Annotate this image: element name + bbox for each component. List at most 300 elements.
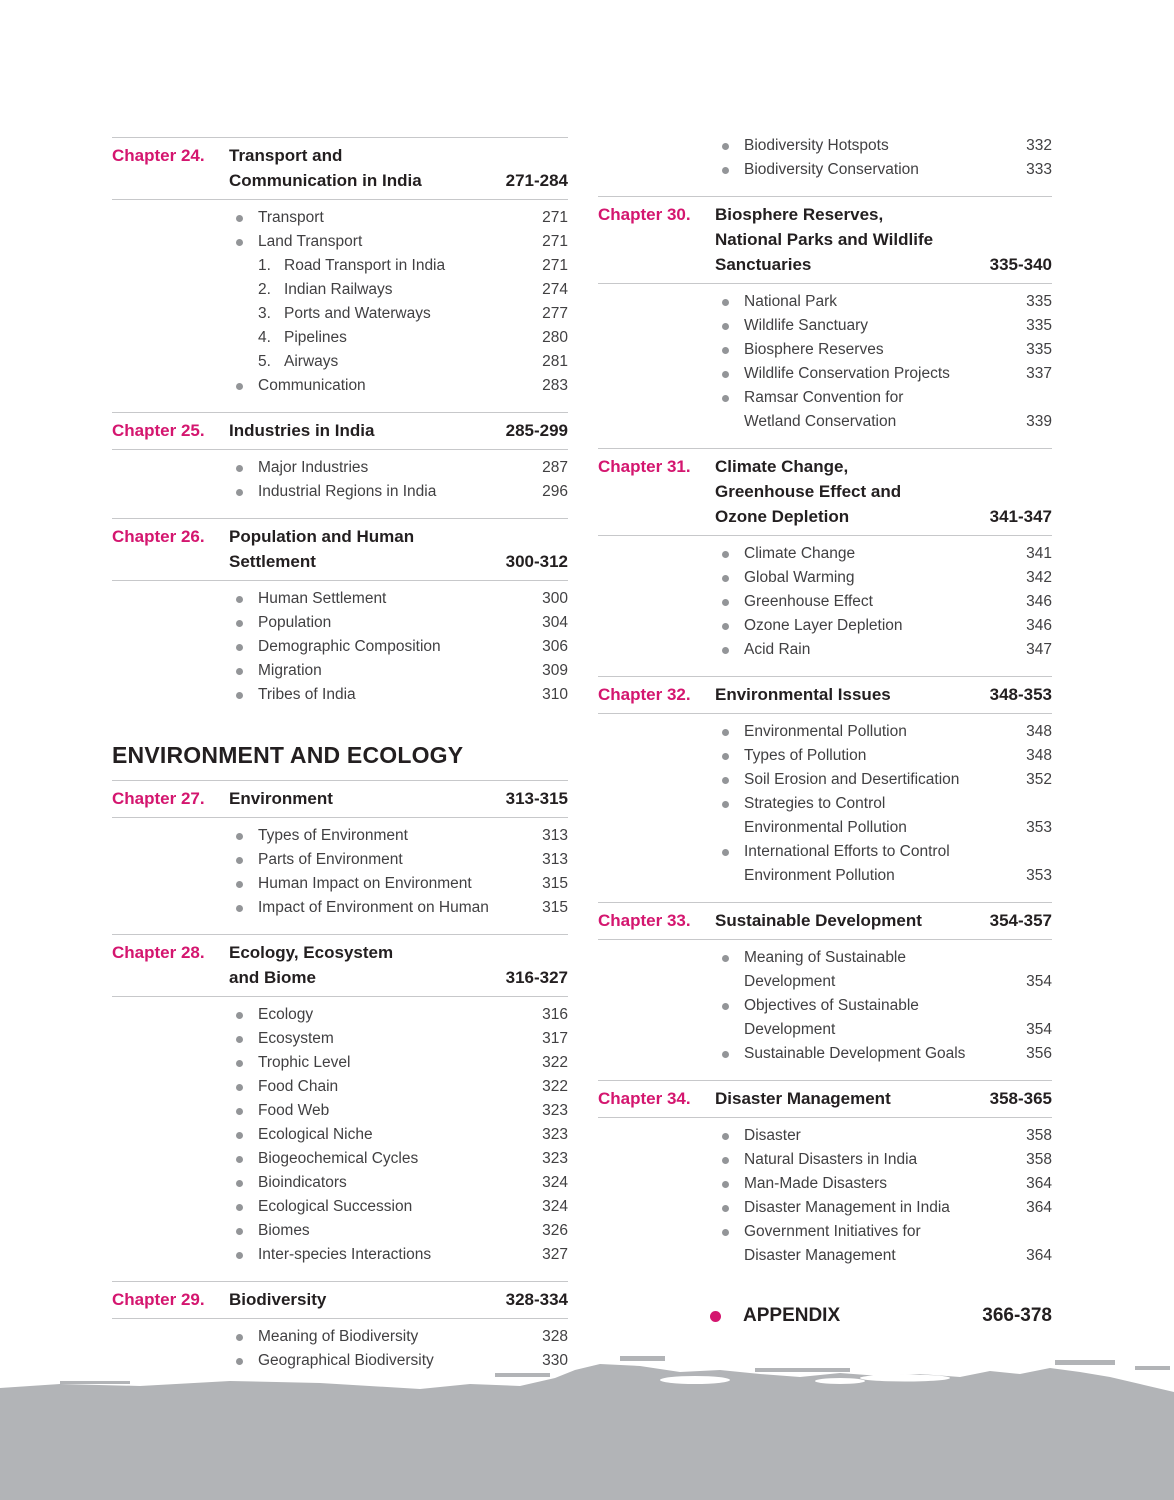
item-page-number: 353 bbox=[1026, 819, 1052, 836]
item-page-number: 323 bbox=[542, 1126, 568, 1143]
item-label bbox=[258, 1075, 536, 1099]
item-label-line: Parts of Environment bbox=[258, 851, 403, 868]
item-label bbox=[258, 1051, 536, 1075]
chapter-title-text: Environment bbox=[229, 789, 333, 808]
item-page-number: 337 bbox=[1026, 365, 1052, 382]
item-label bbox=[258, 872, 536, 896]
chapter-heading bbox=[598, 1081, 1052, 1118]
bullet-icon bbox=[236, 1027, 258, 1043]
item-label-line: Types of Environment bbox=[258, 827, 408, 844]
chapter-title-line bbox=[715, 504, 1052, 529]
toc-item bbox=[598, 134, 1052, 158]
chapter-title-line bbox=[229, 1287, 568, 1312]
item-label bbox=[258, 611, 536, 635]
toc-content bbox=[112, 128, 1052, 1378]
item-label-line: Environmental Pollution bbox=[744, 819, 907, 836]
item-label-line: Sustainable Development Goals bbox=[744, 1045, 966, 1062]
chapter-page-range: 313-315 bbox=[505, 789, 568, 808]
toc-item bbox=[112, 824, 568, 848]
toc-item bbox=[112, 302, 568, 326]
chapter-page-range: 316-327 bbox=[505, 968, 568, 987]
bullet-icon bbox=[236, 1132, 243, 1139]
chapter-page-range: 341-347 bbox=[989, 507, 1052, 526]
chapter-title-line: Biosphere Reserves, bbox=[715, 205, 884, 224]
appendix-bullet-icon bbox=[710, 1311, 721, 1322]
chapter-heading bbox=[112, 138, 568, 200]
bullet-icon bbox=[236, 480, 258, 496]
bullet-icon bbox=[236, 239, 243, 246]
bullet-icon bbox=[722, 1172, 744, 1188]
chapter-page-range: 348-353 bbox=[989, 685, 1052, 704]
toc-column-left bbox=[112, 128, 568, 1378]
chapter-items bbox=[112, 997, 568, 1272]
item-page-number: 322 bbox=[542, 1054, 568, 1071]
bullet-icon bbox=[722, 290, 744, 306]
chapter-heading bbox=[112, 781, 568, 818]
bullet-icon bbox=[722, 623, 729, 630]
bullet-icon bbox=[722, 614, 744, 630]
toc-item bbox=[598, 338, 1052, 362]
chapter-title-line: Population and Human bbox=[229, 527, 415, 546]
item-label-line: Communication bbox=[258, 377, 366, 394]
chapter-title-text: Settlement bbox=[229, 552, 316, 571]
bullet-icon bbox=[722, 729, 729, 736]
item-page-number: 327 bbox=[542, 1246, 568, 1263]
chapter-title bbox=[715, 454, 1052, 529]
bullet-icon bbox=[722, 590, 744, 606]
bullet-icon bbox=[236, 824, 258, 840]
item-label-line: Types of Pollution bbox=[744, 747, 867, 764]
bullet-icon bbox=[236, 587, 258, 603]
bullet-icon bbox=[722, 1148, 744, 1164]
toc-item bbox=[112, 1171, 568, 1195]
item-label-line: Tribes of India bbox=[258, 686, 356, 703]
item-label-line: Strategies to Control bbox=[744, 795, 886, 812]
item-page-number: 324 bbox=[542, 1198, 568, 1215]
item-label-line: Acid Rain bbox=[744, 641, 811, 658]
item-label-line: Human Settlement bbox=[258, 590, 387, 607]
item-label bbox=[744, 994, 1020, 1042]
toc-item bbox=[112, 1099, 568, 1123]
item-label-line: Greenhouse Effect bbox=[744, 593, 873, 610]
toc-item bbox=[112, 230, 568, 254]
chapter-title bbox=[715, 908, 1052, 933]
item-label-line: Bioindicators bbox=[258, 1174, 347, 1191]
bullet-icon bbox=[722, 314, 744, 330]
item-label bbox=[284, 326, 536, 350]
bullet-icon bbox=[236, 1147, 258, 1163]
item-number: 3. bbox=[258, 305, 271, 322]
chapter-title-text: Disaster Management bbox=[715, 1089, 891, 1108]
chapter-block bbox=[598, 676, 1052, 893]
item-label-line: Indian Railways bbox=[284, 281, 393, 298]
chapter-items bbox=[598, 1118, 1052, 1273]
toc-item bbox=[598, 720, 1052, 744]
item-label bbox=[744, 768, 1020, 792]
bullet-icon bbox=[236, 383, 243, 390]
item-page-number: 341 bbox=[1026, 545, 1052, 562]
chapter-title-text: Sanctuaries bbox=[715, 255, 812, 274]
item-label-line: Wetland Conservation bbox=[744, 413, 897, 430]
chapter-label: Chapter 30. bbox=[598, 205, 691, 224]
item-page-number: 364 bbox=[1026, 1247, 1052, 1264]
item-label-line: Meaning of Sustainable bbox=[744, 949, 907, 966]
item-page-number: 364 bbox=[1026, 1175, 1052, 1192]
toc-item bbox=[598, 314, 1052, 338]
chapter-block bbox=[112, 137, 568, 403]
item-label-line: Government Initiatives for bbox=[744, 1223, 921, 1240]
item-label-line: International Efforts to Control bbox=[744, 843, 950, 860]
item-label-line: Biodiversity Conservation bbox=[744, 161, 919, 178]
toc-item bbox=[598, 768, 1052, 792]
bullet-icon bbox=[722, 566, 744, 582]
bullet-icon bbox=[722, 371, 729, 378]
chapter-title bbox=[229, 786, 568, 811]
bullet-icon bbox=[236, 1325, 258, 1341]
item-label bbox=[744, 314, 1020, 338]
chapter-block bbox=[598, 1080, 1052, 1273]
bullet-icon bbox=[722, 1042, 744, 1058]
item-page-number: 296 bbox=[542, 483, 568, 500]
item-label-line: Demographic Composition bbox=[258, 638, 441, 655]
bullet-icon bbox=[236, 635, 258, 651]
appendix-page-range: 366-378 bbox=[982, 1305, 1052, 1326]
chapter-title-line bbox=[715, 1086, 1052, 1111]
item-label bbox=[744, 542, 1020, 566]
bullet-icon bbox=[722, 338, 744, 354]
item-label bbox=[258, 635, 536, 659]
item-label-line: Disaster bbox=[744, 1127, 801, 1144]
item-label bbox=[258, 1099, 536, 1123]
bullet-icon bbox=[236, 1075, 258, 1091]
item-label bbox=[258, 1243, 536, 1267]
chapter-page-range: 285-299 bbox=[505, 421, 568, 440]
chapter-title-line: National Parks and Wildlife bbox=[715, 230, 934, 249]
bullet-icon bbox=[236, 206, 258, 222]
chapter-block bbox=[598, 902, 1052, 1071]
chapter-block bbox=[112, 518, 568, 712]
item-page-number: 313 bbox=[542, 851, 568, 868]
bullet-icon bbox=[236, 596, 243, 603]
bullet-icon bbox=[722, 1196, 744, 1212]
chapter-block bbox=[598, 448, 1052, 667]
toc-item bbox=[112, 635, 568, 659]
toc-item bbox=[112, 326, 568, 350]
item-page-number: 315 bbox=[542, 899, 568, 916]
chapter-label: Chapter 24. bbox=[112, 146, 205, 165]
item-label bbox=[284, 254, 536, 278]
bullet-icon bbox=[722, 768, 744, 784]
item-page-number: 346 bbox=[1026, 593, 1052, 610]
toc-item bbox=[598, 994, 1052, 1042]
chapter-title-line: Transport and bbox=[229, 146, 343, 165]
item-label-line: Development bbox=[744, 973, 836, 990]
bullet-icon bbox=[722, 575, 729, 582]
item-page-number: 335 bbox=[1026, 293, 1052, 310]
section-heading: ENVIRONMENT AND ECOLOGY bbox=[112, 742, 464, 768]
item-label-line: Objectives of Sustainable bbox=[744, 997, 919, 1014]
chapter-block bbox=[112, 934, 568, 1272]
chapter-page-range: 358-365 bbox=[989, 1089, 1052, 1108]
toc-item bbox=[598, 744, 1052, 768]
item-label-line: Road Transport in India bbox=[284, 257, 446, 274]
item-label bbox=[744, 614, 1020, 638]
chapter-block bbox=[598, 196, 1052, 439]
chapter-title-line: Climate Change, bbox=[715, 457, 849, 476]
chapter-items-continuation bbox=[598, 128, 1052, 187]
item-page-number: 309 bbox=[542, 662, 568, 679]
item-label bbox=[258, 1195, 536, 1219]
bullet-icon bbox=[722, 1003, 729, 1010]
item-page-number: 306 bbox=[542, 638, 568, 655]
item-page-number: 310 bbox=[542, 686, 568, 703]
item-label-line: Soil Erosion and Desertification bbox=[744, 771, 960, 788]
item-label-line: Ecology bbox=[258, 1006, 314, 1023]
toc-item bbox=[598, 1196, 1052, 1220]
item-page-number: 348 bbox=[1026, 747, 1052, 764]
chapter-label: Chapter 32. bbox=[598, 685, 691, 704]
item-page-number: 354 bbox=[1026, 1021, 1052, 1038]
chapter-items bbox=[598, 940, 1052, 1071]
chapter-title bbox=[229, 418, 568, 443]
item-label-line: Global Warming bbox=[744, 569, 855, 586]
chapter-heading bbox=[598, 449, 1052, 536]
item-label bbox=[744, 158, 1020, 182]
item-label bbox=[258, 1123, 536, 1147]
bullet-icon bbox=[722, 1124, 744, 1140]
item-label-line: Population bbox=[258, 614, 332, 631]
toc-item bbox=[598, 158, 1052, 182]
bullet-icon bbox=[722, 362, 744, 378]
toc-item bbox=[112, 456, 568, 480]
item-label bbox=[258, 659, 536, 683]
item-page-number: 281 bbox=[542, 353, 568, 370]
chapter-title-line bbox=[715, 252, 1052, 277]
item-page-number: 335 bbox=[1026, 317, 1052, 334]
toc-item bbox=[112, 611, 568, 635]
bullet-icon bbox=[236, 1036, 243, 1043]
item-label bbox=[258, 374, 536, 398]
item-label-line: Ecological Succession bbox=[258, 1198, 413, 1215]
chapter-title-text: and Biome bbox=[229, 968, 316, 987]
chapter-title bbox=[715, 202, 1052, 277]
bullet-icon bbox=[236, 644, 243, 651]
item-number: 5. bbox=[258, 353, 271, 370]
item-page-number: 347 bbox=[1026, 641, 1052, 658]
bullet-icon bbox=[722, 638, 744, 654]
item-label-line: Ozone Layer Depletion bbox=[744, 617, 903, 634]
item-label-line: Migration bbox=[258, 662, 322, 679]
chapter-block bbox=[112, 780, 568, 925]
bullet-icon bbox=[236, 465, 243, 472]
item-label-line: Land Transport bbox=[258, 233, 363, 250]
bullet-icon bbox=[236, 872, 258, 888]
item-page-number: 356 bbox=[1026, 1045, 1052, 1062]
item-label-line: Biogeochemical Cycles bbox=[258, 1150, 419, 1167]
toc-item bbox=[598, 290, 1052, 314]
chapter-page-range: 300-312 bbox=[505, 552, 568, 571]
toc-item bbox=[112, 206, 568, 230]
toc-item bbox=[112, 278, 568, 302]
bullet-icon bbox=[722, 647, 729, 654]
bullet-icon bbox=[236, 1334, 243, 1341]
item-label-line: Inter-species Interactions bbox=[258, 1246, 432, 1263]
bullet-icon bbox=[722, 134, 744, 150]
toc-item bbox=[598, 614, 1052, 638]
item-label-line: Environmental Pollution bbox=[744, 723, 907, 740]
toc-item bbox=[112, 480, 568, 504]
item-label bbox=[284, 350, 536, 374]
bullet-icon bbox=[722, 777, 729, 784]
toc-item bbox=[598, 362, 1052, 386]
bullet-icon bbox=[236, 848, 258, 864]
item-page-number: 328 bbox=[542, 1328, 568, 1345]
chapter-title-line bbox=[229, 965, 568, 990]
chapter-heading bbox=[598, 903, 1052, 940]
chapter-heading bbox=[598, 677, 1052, 714]
bullet-icon bbox=[722, 599, 729, 606]
item-label bbox=[258, 1027, 536, 1051]
item-label bbox=[258, 848, 536, 872]
bullet-icon bbox=[236, 1012, 243, 1019]
item-label-line: Disaster Management in India bbox=[744, 1199, 950, 1216]
item-label bbox=[744, 1220, 1020, 1268]
toc-item bbox=[112, 896, 568, 920]
item-page-number: 283 bbox=[542, 377, 568, 394]
item-label-line: Food Chain bbox=[258, 1078, 339, 1095]
toc-item bbox=[112, 374, 568, 398]
item-page-number: 317 bbox=[542, 1030, 568, 1047]
item-label bbox=[744, 1124, 1020, 1148]
chapter-title-text: Ozone Depletion bbox=[715, 507, 850, 526]
bullet-icon bbox=[236, 1171, 258, 1187]
bullet-icon bbox=[236, 1219, 258, 1235]
item-label-line: Major Industries bbox=[258, 459, 369, 476]
appendix-row bbox=[598, 1303, 1052, 1329]
chapter-heading bbox=[112, 519, 568, 581]
toc-item bbox=[112, 683, 568, 707]
item-label bbox=[744, 1172, 1020, 1196]
item-number: 2. bbox=[258, 281, 271, 298]
bullet-icon bbox=[722, 542, 744, 558]
chapter-label: Chapter 33. bbox=[598, 911, 691, 930]
chapter-items bbox=[598, 536, 1052, 667]
toc-item bbox=[112, 1195, 568, 1219]
item-label bbox=[258, 206, 536, 230]
item-label bbox=[744, 362, 1020, 386]
footer-brush-band bbox=[0, 1350, 1174, 1500]
item-page-number: 315 bbox=[542, 875, 568, 892]
toc-item bbox=[598, 1124, 1052, 1148]
item-label bbox=[258, 456, 536, 480]
item-label-line: Industrial Regions in India bbox=[258, 483, 437, 500]
bullet-icon bbox=[722, 1157, 729, 1164]
toc-item bbox=[112, 1219, 568, 1243]
item-label bbox=[258, 1219, 536, 1243]
chapter-page-range: 335-340 bbox=[989, 255, 1052, 274]
bullet-icon bbox=[722, 167, 729, 174]
item-label-line: Development bbox=[744, 1021, 836, 1038]
item-label bbox=[258, 480, 536, 504]
bullet-icon bbox=[236, 857, 243, 864]
item-label bbox=[258, 1147, 536, 1171]
bullet-icon bbox=[722, 299, 729, 306]
chapter-heading bbox=[112, 1282, 568, 1319]
chapter-items bbox=[112, 581, 568, 712]
bullet-icon bbox=[722, 801, 729, 808]
item-page-number: 313 bbox=[542, 827, 568, 844]
item-number: 4. bbox=[258, 329, 271, 346]
item-label bbox=[744, 638, 1020, 662]
item-page-number: 324 bbox=[542, 1174, 568, 1191]
bullet-icon bbox=[236, 1156, 243, 1163]
item-label-line: Ecosystem bbox=[258, 1030, 334, 1047]
toc-item bbox=[598, 1172, 1052, 1196]
toc-item bbox=[112, 350, 568, 374]
bullet-icon bbox=[722, 1133, 729, 1140]
item-page-number: 335 bbox=[1026, 341, 1052, 358]
chapter-items bbox=[598, 714, 1052, 893]
bullet-icon bbox=[722, 347, 729, 354]
toc-item bbox=[598, 542, 1052, 566]
item-page-number: 322 bbox=[542, 1078, 568, 1095]
chapter-title-text: Environmental Issues bbox=[715, 685, 891, 704]
item-label bbox=[744, 946, 1020, 994]
chapter-title-line bbox=[229, 786, 568, 811]
item-label-line: Climate Change bbox=[744, 545, 856, 562]
chapter-heading bbox=[112, 935, 568, 997]
chapter-label: Chapter 31. bbox=[598, 457, 691, 476]
item-page-number: 316 bbox=[542, 1006, 568, 1023]
chapter-title bbox=[229, 524, 568, 574]
item-page-number: 342 bbox=[1026, 569, 1052, 586]
item-page-number: 358 bbox=[1026, 1127, 1052, 1144]
bullet-icon bbox=[722, 386, 744, 402]
item-label bbox=[744, 720, 1020, 744]
bullet-icon bbox=[722, 1229, 729, 1236]
chapter-title-text: Communication in India bbox=[229, 171, 422, 190]
bullet-icon bbox=[236, 620, 243, 627]
item-label-line: Pipelines bbox=[284, 329, 347, 346]
bullet-icon bbox=[236, 659, 258, 675]
item-label-line: Meaning of Biodiversity bbox=[258, 1328, 419, 1345]
item-page-number: 339 bbox=[1026, 413, 1052, 430]
toc-item bbox=[598, 840, 1052, 888]
item-page-number: 346 bbox=[1026, 617, 1052, 634]
item-label-line: Trophic Level bbox=[258, 1054, 351, 1071]
chapter-label: Chapter 25. bbox=[112, 421, 205, 440]
item-label bbox=[258, 1325, 536, 1349]
bullet-icon bbox=[236, 374, 258, 390]
item-page-number: 354 bbox=[1026, 973, 1052, 990]
toc-item bbox=[598, 638, 1052, 662]
toc-item bbox=[112, 254, 568, 278]
chapter-items bbox=[112, 818, 568, 925]
item-page-number: 352 bbox=[1026, 771, 1052, 788]
chapter-label: Chapter 29. bbox=[112, 1290, 205, 1309]
chapter-title bbox=[715, 682, 1052, 707]
item-label bbox=[744, 1196, 1020, 1220]
toc-item bbox=[112, 659, 568, 683]
item-label bbox=[744, 590, 1020, 614]
bullet-icon bbox=[722, 840, 744, 856]
bullet-icon bbox=[722, 395, 729, 402]
item-page-number: 323 bbox=[542, 1102, 568, 1119]
appendix-label: APPENDIX bbox=[743, 1305, 841, 1326]
bullet-icon bbox=[236, 1252, 243, 1259]
toc-item bbox=[598, 590, 1052, 614]
item-label bbox=[258, 587, 536, 611]
